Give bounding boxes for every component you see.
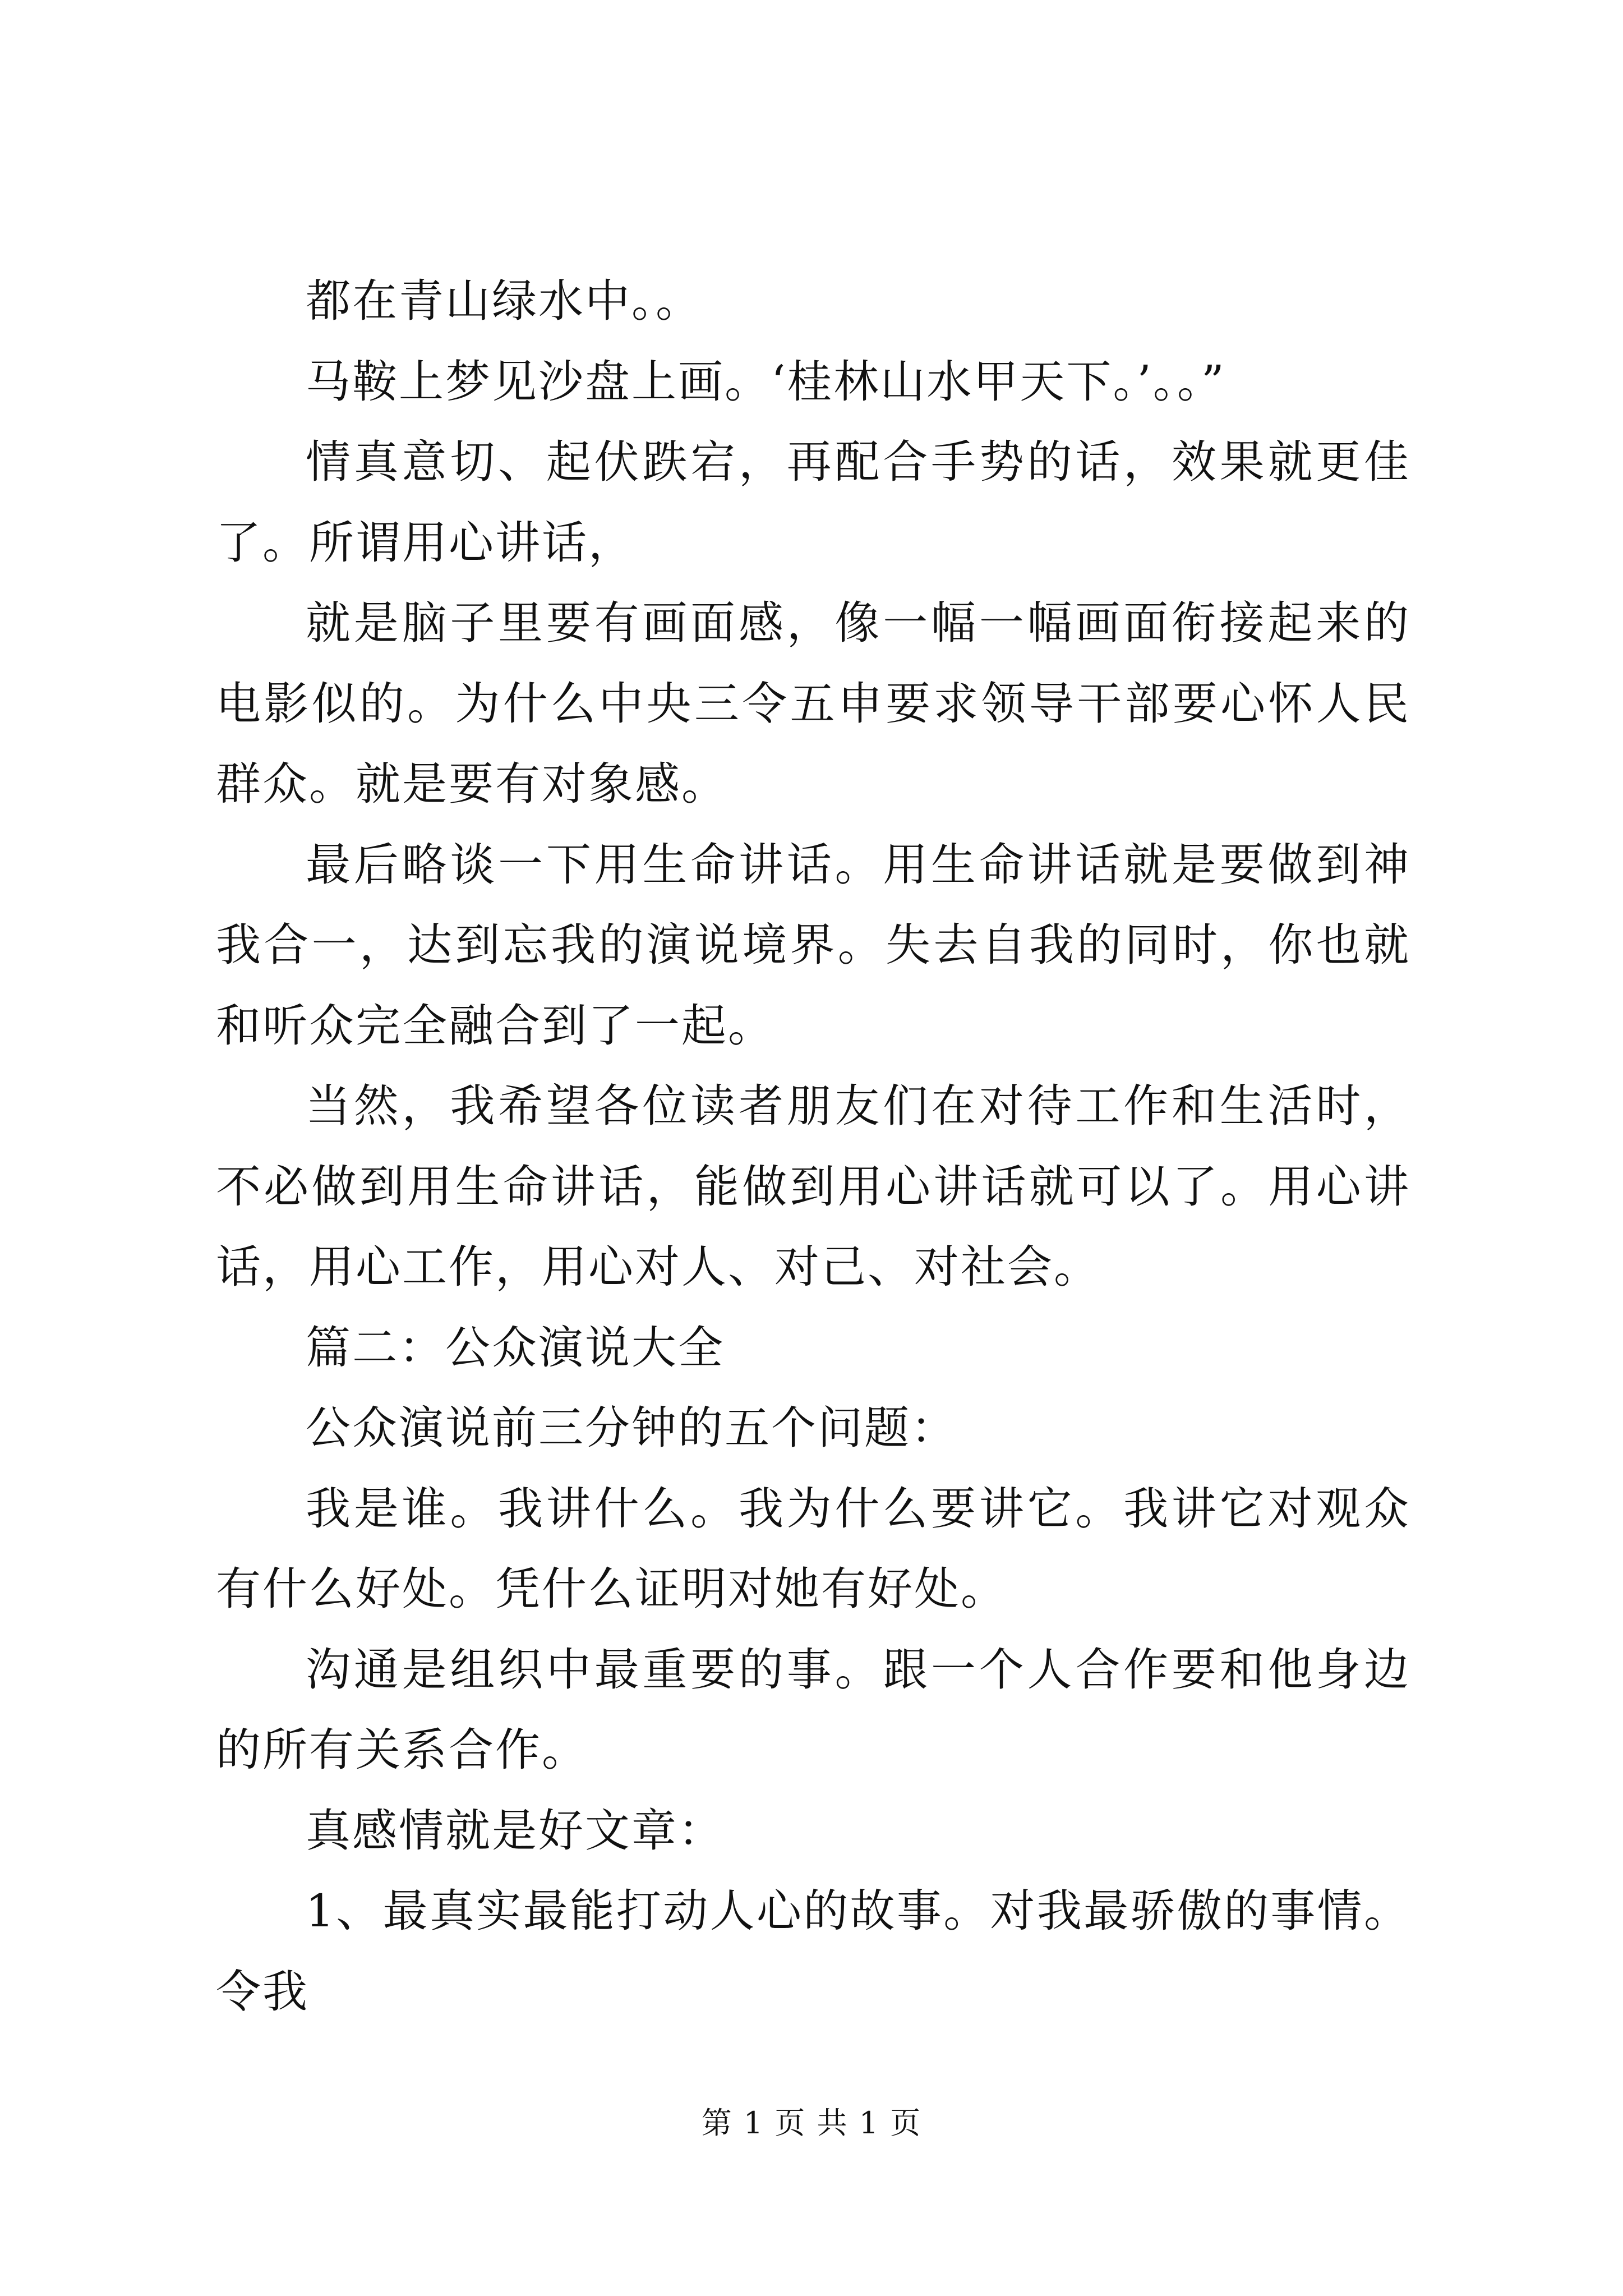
section-heading: 篇二：公众演说大全 (306, 1321, 725, 1374)
paragraph: 最后略谈一下用生命讲话。用生命讲话就是要做到神我合一，达到忘我的演说境界。失去自我的同时，你也就和听众完全融合到了一起。 (216, 838, 1410, 1052)
paragraph: 我是谁。我讲什么。我为什么要讲它。我讲它对观众有什么好处。凭什么证明对她有好处。 (216, 1482, 1410, 1615)
paragraph: 就是脑子里要有画面感，像一幅一幅画面衔接起来的电影似的。为什么中央三令五申要求领导干部要心怀人民群众。就是要有对象感。 (216, 597, 1410, 810)
paragraph: 当然，我希望各位读者朋友们在对待工作和生活时，不必做到用生命讲话，能做到用心讲话就可以了。用心讲话，用心工作，用心对人、对己、对社会。 (216, 1080, 1410, 1293)
paragraph: 1、最真实最能打动人心的故事。对我最骄傲的事情。令我 (216, 1885, 1410, 2018)
paragraph: 情真意切、起伏跌宕，再配合手势的话，效果就更佳了。所谓用心讲话， (216, 436, 1410, 569)
document-body (216, 261, 1410, 2032)
paragraph: 真感情就是好文章： (306, 1804, 725, 1857)
paragraph: 沟通是组织中最重要的事。跟一个人合作要和他身边的所有关系合作。 (216, 1643, 1410, 1776)
paragraph: 都在青山绿水中。。 (306, 275, 702, 327)
page-number-footer: 第 1 页 共 1 页 (701, 2105, 922, 2141)
paragraph: 公众演说前三分钟的五个问题： (306, 1402, 957, 1454)
paragraph: 马鞍上梦见沙盘上画。‘桂林山水甲天下。’。。” (306, 355, 1226, 408)
